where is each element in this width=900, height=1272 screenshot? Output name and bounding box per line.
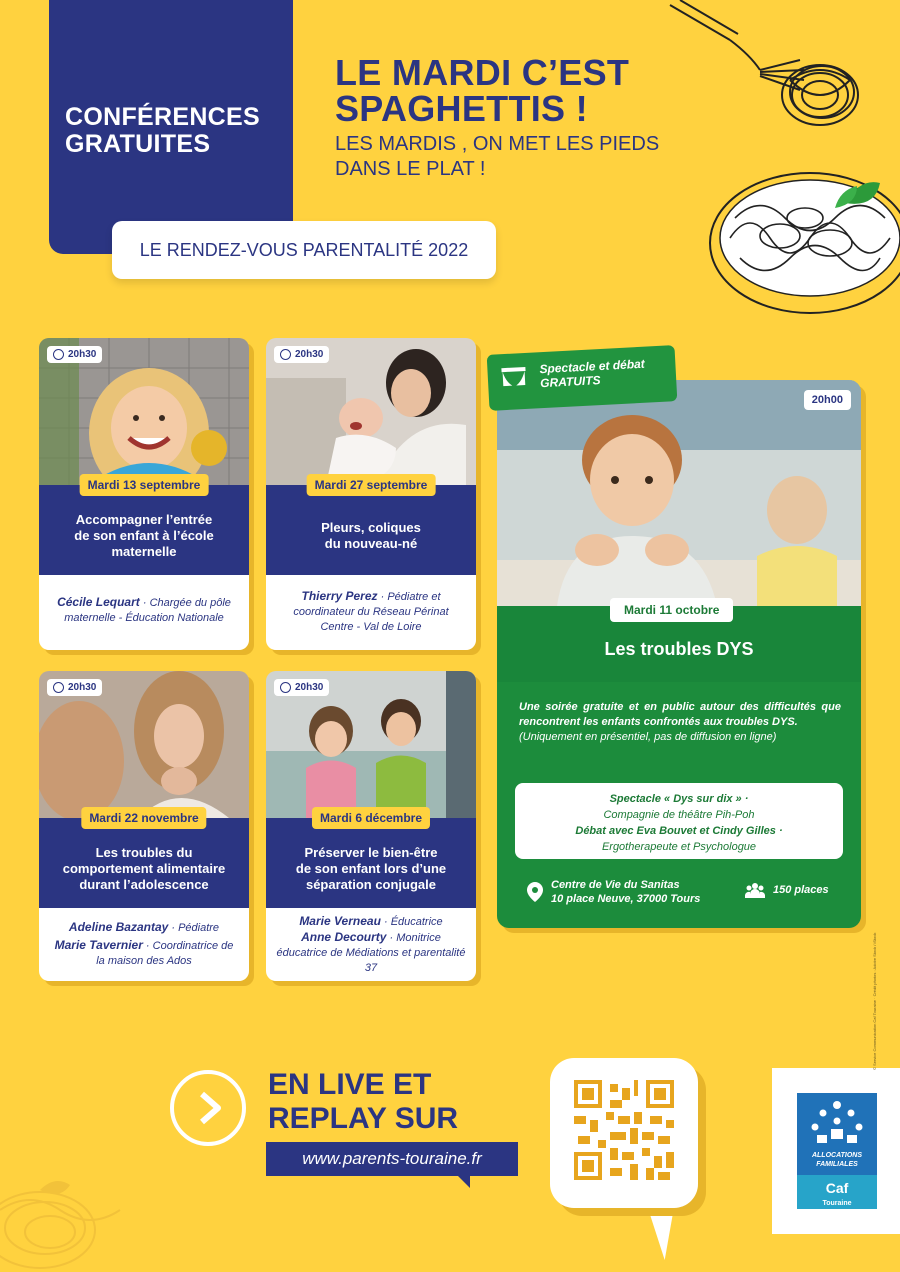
play-icon [174,1074,242,1142]
people-icon [745,882,765,898]
spectacle-name: Spectacle « Dys sur dix » · [609,793,749,805]
speaker-role: Pédiatre et coordinateur du Réseau Périnat Centre - Val de Loire [293,591,449,633]
speaker-role: Monitrice éducatrice de Médiations et parentalité 37 [276,932,466,974]
special-event-description [519,700,841,745]
credits-text: © Service Communication Caf Touraine · Crédit photos : Adobe Stock / iStock [872,932,877,1070]
date-tag-4: Mardi 6 décembre [312,807,430,829]
speaker-box-4: Marie Verneau · Éducatrice Anne Decourty · Monitrice éducatrice de Médiations et parentalité 37 [266,908,476,981]
event-title-2-line2: du nouveau-né [324,536,418,551]
date-tag-3: Mardi 22 novembre [81,807,206,829]
speaker-box-1: Cécile Lequart · Chargée du pôle maternelle - Éducation Nationale [39,575,249,650]
special-description-note: (Uniquement en présentiel, pas de diffusion en ligne) [519,731,777,743]
qr-bubble-tail [635,1200,676,1260]
live-replay-title [268,1068,458,1136]
play-button[interactable] [170,1070,246,1146]
speaker-name: Anne Decourty [301,930,387,944]
time-badge-2 [274,346,329,363]
main-title-line1: LE MARDI C’EST [335,52,630,93]
event-title-1 [39,485,249,575]
boy-classroom-photo [497,380,861,606]
debate-roles: Ergotherapeute et Psychologue [601,841,757,853]
subtitle-line2: DANS LE PLAT ! [335,158,486,180]
qr-code-icon[interactable] [574,1080,674,1180]
speaker-role: Chargée du pôle maternelle - Éducation Nationale [64,597,231,624]
speaker-name: Adeline Bazantay [68,920,169,934]
plate-spaghetti-illustration [700,148,900,318]
speaker-role: Pédiatre [178,922,220,934]
time-badge-1 [47,346,102,363]
rendez-vous-banner: LE RENDEZ-VOUS PARENTALITÉ 2022 [112,221,496,279]
spectacle-tag [487,345,678,411]
event-title-3-line3: durant l’adolescence [79,877,209,892]
event-title-4-line2: de son enfant lors d’une [295,861,447,876]
special-program-box [515,783,843,859]
special-date-tag: Mardi 11 octobre [610,598,733,622]
caf-allocations-text: ALLOCATIONS [811,1152,863,1159]
event-title-4 [266,818,476,908]
event-title-1-line1: Accompagner l’entrée [75,512,213,527]
corner-spaghetti-illustration [0,1150,140,1272]
location-address: 10 place Neuve, 37000 Tours [551,893,701,905]
spectacle-tag-line1: Spectacle et débat [539,356,646,377]
event-title-3 [39,818,249,908]
event-title-2 [266,485,476,575]
speaker-name: Marie Verneau [299,914,381,928]
special-event-photo [497,380,861,606]
clock-icon [280,682,291,693]
conferences-title [65,104,260,158]
url-bubble-tail [458,1176,470,1188]
live-title-line2: REPLAY SUR [268,1102,459,1135]
event-title-2-line1: Pleurs, coliques [321,520,421,535]
time-label-2: 20h30 [295,349,324,360]
debate-speakers: Débat avec Eva Bouvet et Cindy Gilles · [575,825,783,837]
event-title-4-line3: séparation conjugale [305,877,437,892]
caf-familiales-text: FAMILIALES [816,1161,858,1168]
speaker-box-2: Thierry Perez · Pédiatre et coordinateur du Réseau Périnat Centre - Val de Loire [266,575,476,650]
caf-caf-text: Caf [825,1180,849,1196]
special-capacity [745,882,829,898]
speaker-box-3: Adeline Bazantay · Pédiatre Marie Tavernier · Coordinatrice de la maison des Ados [39,908,249,981]
special-time-badge [804,390,851,410]
caf-logo-icon [797,1093,877,1209]
fork-spaghetti-illustration [660,0,900,140]
location-pin-icon [527,882,543,902]
event-card-2 [266,338,476,650]
subtitle-line1: LES MARDIS , ON MET LES PIEDS [335,133,660,155]
time-badge-4 [274,679,329,696]
time-label-3: 20h30 [68,682,97,693]
speaker-role: Coordinatrice de la maison des Ados [96,940,234,967]
event-title-4-line1: Préserver le bien-être [304,845,438,860]
clock-icon [53,682,64,693]
places-count: 150 places [773,884,829,896]
clock-icon [280,349,291,360]
time-badge-3 [47,679,102,696]
time-label-1: 20h30 [68,349,97,360]
website-link[interactable]: www.parents-touraine.fr [266,1142,518,1176]
location-name: Centre de Vie du Sanitas [551,879,680,891]
speaker-name: Thierry Perez [301,589,378,603]
speaker-role: Éducatrice [390,916,443,928]
date-tag-2: Mardi 27 septembre [307,474,436,496]
conferences-title-line1: CONFÉRENCES [65,103,260,131]
theater-icon [499,365,528,390]
special-location [527,878,700,906]
conferences-banner [49,0,293,254]
photo-credits [872,890,882,1070]
date-tag-1: Mardi 13 septembre [80,474,209,496]
speaker-name: Cécile Lequart [57,595,140,609]
caf-logo-box [772,1068,900,1234]
special-time-label: 20h00 [811,394,843,406]
event-title-1-line3: maternelle [111,544,177,559]
event-card-4 [266,671,476,981]
special-description-main: Une soirée gratuite et en public autour des difficultés que rencontrent les enfants confrontés aux troubles DYS. [519,701,841,728]
main-title [335,52,630,129]
conferences-title-line2: GRATUITES [65,130,211,158]
clock-icon [53,349,64,360]
spectacle-tag-line2: GRATUITS [539,373,601,391]
main-title-line2: SPAGHETTIS ! [335,88,588,129]
live-title-line1: EN LIVE ET [268,1068,432,1101]
special-event-card [497,380,861,928]
event-title-3-line1: Les troubles du [95,845,193,860]
time-label-4: 20h30 [295,682,324,693]
event-card-1 [39,338,249,650]
spectacle-company: Compagnie de théâtre Pih-Poh [603,809,755,821]
qr-code-bubble [550,1058,698,1208]
special-event-title: Les troubles DYS [497,606,861,682]
speaker-name: Marie Tavernier [54,938,143,952]
event-title-3-line2: comportement alimentaire [62,861,226,876]
caf-touraine-text: Touraine [822,1200,852,1207]
subtitle [335,132,659,182]
event-card-3 [39,671,249,981]
event-title-1-line2: de son enfant à l’école [74,528,214,543]
